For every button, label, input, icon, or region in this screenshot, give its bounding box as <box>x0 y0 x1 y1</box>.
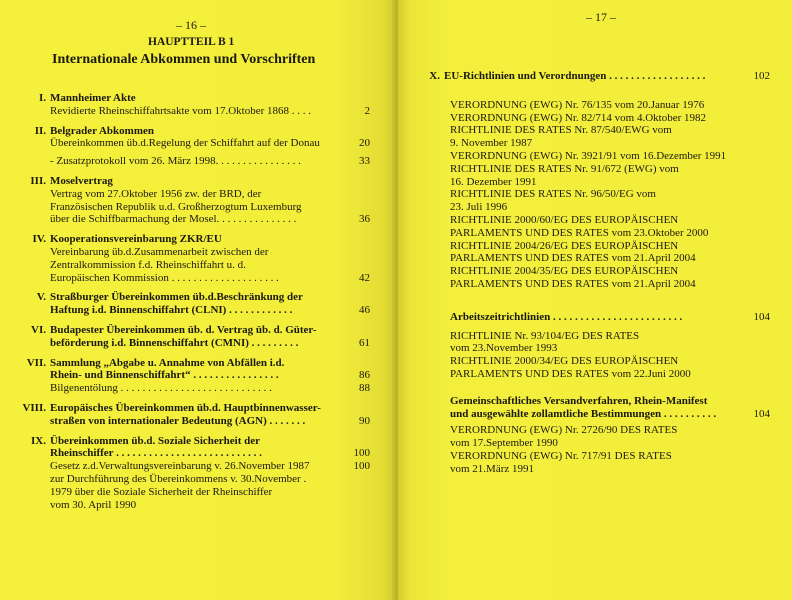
entry-text: Vertrag vom 27.Oktober 1956 zw. der BRD, der <box>50 187 262 200</box>
toc-section <box>26 356 370 395</box>
entry-text: Zentralkommission f.d. Rheinschiffahrt u. d. <box>50 258 246 271</box>
entry-text: Bilgenentölung . . . . . . . . . . . . . . . . . . . . . . . . . . . . <box>50 382 272 395</box>
section-number: VII. <box>26 356 46 369</box>
entry-text: Europäischen Kommission . . . . . . . . . . . . . . . . . . . . <box>50 271 279 284</box>
toc-section <box>36 291 370 317</box>
spacer <box>50 226 370 233</box>
toc-entry <box>50 213 370 226</box>
section-number: VIII. <box>22 401 46 414</box>
spacer <box>50 350 370 357</box>
section-title-line: Rheinschiffer . . . . . . . . . . . . . . . . . . . . . . . . . . . <box>50 447 262 460</box>
spacer <box>50 317 370 324</box>
section-number: V. <box>36 291 46 304</box>
toc-entry: RICHTLINIE Nr. 93/104/EG DES RATES <box>450 329 640 342</box>
entry-text: Vereinbarung üb.d.Zusammenarbeit zwischen der <box>50 245 269 258</box>
toc-section <box>31 323 370 350</box>
toc-section <box>30 174 370 226</box>
spacer <box>50 428 370 435</box>
page-ref: 46 <box>359 304 370 317</box>
section-heading <box>34 124 370 138</box>
toc-entry: vom 23.November 1993 <box>450 342 558 355</box>
section-title-line: Europäisches Übereinkommen üb.d. Hauptbinnenwasser- <box>50 401 321 414</box>
section-number: I. <box>38 92 46 104</box>
toc-entry: RICHTLINIE 2000/34/EG DES EUROPÄISCHEN <box>450 355 679 368</box>
section-number: II. <box>34 124 46 137</box>
table-of-contents <box>429 70 770 476</box>
toc-entry: VERORDNUNG (EWG) Nr. 2726/90 DES RATES <box>450 424 678 437</box>
section-heading <box>31 323 370 350</box>
toc-entry: 9. November 1987 <box>450 137 533 150</box>
toc-entry <box>50 188 370 201</box>
toc-entry <box>50 272 370 285</box>
page-ref: 2 <box>364 104 370 117</box>
entry-text: 1979 über die Soziale Sicherheit der Rheinschiffer <box>50 485 273 498</box>
section-title-line: Haftung i.d. Binnenschiffahrt (CLNI) . . . . . . . . . . . . <box>50 304 293 317</box>
page-ref: 33 <box>359 155 370 168</box>
section-heading <box>38 92 370 105</box>
toc-entry: PARLAMENTS UND DES RATES vom 21.April 2004 <box>450 277 696 290</box>
page-ref: 86 <box>359 369 370 382</box>
page-ref: 100 <box>353 447 370 460</box>
toc-section <box>31 434 370 512</box>
page-ref: 61 <box>359 336 370 349</box>
entry-text: - Zusatzprotokoll vom 26. März 1998. . . . . . . . . . . . . . . . <box>50 155 301 168</box>
section-number: III. <box>30 174 46 187</box>
section-title-line: Belgrader Abkommen <box>50 124 154 137</box>
toc-entry: vom 21.März 1991 <box>450 462 535 475</box>
toc-entry: RICHTLINIE 2004/35/EG DES EUROPÄISCHEN <box>450 265 679 278</box>
toc-entry: RICHTLINIE 2004/26/EG DES EUROPÄISCHEN <box>450 239 679 252</box>
toc-entry <box>50 259 370 272</box>
spacer <box>50 395 370 402</box>
toc-section <box>32 233 370 284</box>
subsection-heading: Arbeitszeitrichtlinien . . . . . . . . . . . . . . . . . . . . . . . . 104 <box>450 310 770 323</box>
entry-text: über die Schiffbarmachung der Mosel. . . . . . . . . . . . . . . <box>50 213 297 226</box>
toc-entry <box>50 246 370 259</box>
page-title: Internationale Abkommen und Vorschriften <box>52 52 316 67</box>
section-title-line: Mannheimer Akte <box>50 92 136 104</box>
page-ref: 88 <box>359 382 370 395</box>
toc-entry: PARLAMENTS UND DES RATES vom 22.Juni 2000 <box>450 367 691 380</box>
entry-list <box>444 424 770 475</box>
page-ref: 36 <box>359 213 370 226</box>
entry-list <box>444 99 770 291</box>
spacer <box>50 168 370 175</box>
toc-entry: VERORDNUNG (EWG) Nr. 82/714 vom 4.Oktober 1982 <box>450 111 707 124</box>
table-of-contents <box>22 92 370 518</box>
section-title-line: Budapester Übereinkommen üb. d. Vertrag üb. d. Güter- <box>50 323 317 336</box>
section-number: IX. <box>31 434 46 447</box>
entry-text: Übereinkommen üb.d.Regelung der Schiffahrt auf der Donau <box>50 137 320 150</box>
toc-section <box>22 401 370 428</box>
toc-entry: vom 17.September 1990 <box>450 437 558 450</box>
toc-entry <box>50 201 370 214</box>
section-title-line: Sammlung „Abgabe u. Annahme von Abfällen i.d. <box>50 356 285 369</box>
toc-entry: RICHTLINIE DES RATES Nr. 96/50/EG vom <box>450 188 656 201</box>
section-heading: X. EU-Richtlinien und Verordnungen . . . . . . . . . . . . . . . . . . 102 <box>429 70 770 82</box>
section-title-line: beförderung i.d. Binnenschiffahrt (CMNI) . . . . . . . . . <box>50 336 299 349</box>
section-heading <box>30 174 370 188</box>
toc-entry: 16. Dezember 1991 <box>450 175 537 188</box>
section-title-line: Moselvertrag <box>50 174 113 187</box>
toc-section <box>38 92 370 118</box>
toc-entry <box>50 486 370 499</box>
toc-entry: VERORDNUNG (EWG) Nr. 717/91 DES RATES <box>450 449 672 462</box>
toc-entry <box>50 105 370 118</box>
page-number: – 16 – <box>176 18 206 32</box>
toc-section <box>34 124 370 168</box>
entry-list <box>444 330 770 381</box>
section-heading <box>31 434 370 461</box>
toc-entry: PARLAMENTS UND DES RATES vom 23.Oktober 2000 <box>450 226 709 239</box>
toc-entry: VERORDNUNG (EWG) Nr. 76/135 vom 20.Januar 1976 <box>450 98 705 111</box>
entry-text: vom 30. April 1990 <box>50 498 137 511</box>
toc-entry: RICHTLINIE 2000/60/EG DES EUROPÄISCHEN <box>450 213 679 226</box>
page-ref: 100 <box>353 460 370 473</box>
toc-entry <box>50 137 370 150</box>
section-heading <box>36 291 370 317</box>
toc-entry <box>50 473 370 486</box>
toc-entry: 23. Juli 1996 <box>450 201 508 214</box>
toc-entry <box>50 155 370 168</box>
entry-text: Gesetz z.d.Verwaltungsvereinbarung v. 26.November 1987 <box>50 460 310 473</box>
section-title-line: Straßburger Übereinkommen üb.d.Beschränkung der <box>50 291 303 304</box>
right-page <box>398 0 792 600</box>
page-ref: 90 <box>359 414 370 427</box>
entry-text: Revidierte Rheinschiffahrtsakte vom 17.Oktober 1868 . . . . <box>50 104 311 117</box>
toc-entry: RICHTLINIE DES RATES Nr. 87/540/EWG vom <box>450 124 672 137</box>
spacer <box>50 118 370 125</box>
toc-entry: VERORDNUNG (EWG) Nr. 3921/91 vom 16.Dezember 1991 <box>450 149 727 162</box>
entry-text: zur Durchführung des Übereinkommens v. 30.November . <box>50 472 307 485</box>
toc-entry <box>50 382 370 395</box>
section-number: IV. <box>32 233 46 246</box>
section-heading <box>26 356 370 383</box>
section-title-line: Übereinkommen üb.d. Soziale Sicherheit der <box>50 434 261 447</box>
section-number: VI. <box>31 323 46 336</box>
section-heading <box>32 233 370 246</box>
section-title-line: straßen von internationaler Bedeutung (AGN) . . . . . . . <box>50 414 306 427</box>
subsection-heading: Gemeinschaftliches Versandverfahren, Rhein-Manifest und ausgewählte zollamtliche Bestimmungen . . . . . . . . . . 104 <box>450 394 770 420</box>
page-ref: 20 <box>359 137 370 150</box>
page-ref: 42 <box>359 271 370 284</box>
section-title-line: Kooperationsvereinbarung ZKR/EU <box>50 233 222 246</box>
entry-text: Französischen Republik u.d. Großherzogtum Luxemburg <box>50 200 302 213</box>
toc-entry <box>50 460 370 473</box>
spacer <box>50 511 370 518</box>
toc-entry: RICHTLINIE DES RATES Nr. 91/672 (EWG) vom <box>450 162 679 175</box>
section-title-line: Rhein- und Binnenschiffahrt“ . . . . . . . . . . . . . . . . <box>50 369 279 382</box>
page-number: – 17 – <box>586 10 616 24</box>
toc-entry: PARLAMENTS UND DES RATES vom 21.April 2004 <box>450 252 696 265</box>
section-heading <box>22 401 370 428</box>
part-heading: HAUPTTEIL B 1 <box>148 36 235 48</box>
toc-entry <box>50 499 370 512</box>
